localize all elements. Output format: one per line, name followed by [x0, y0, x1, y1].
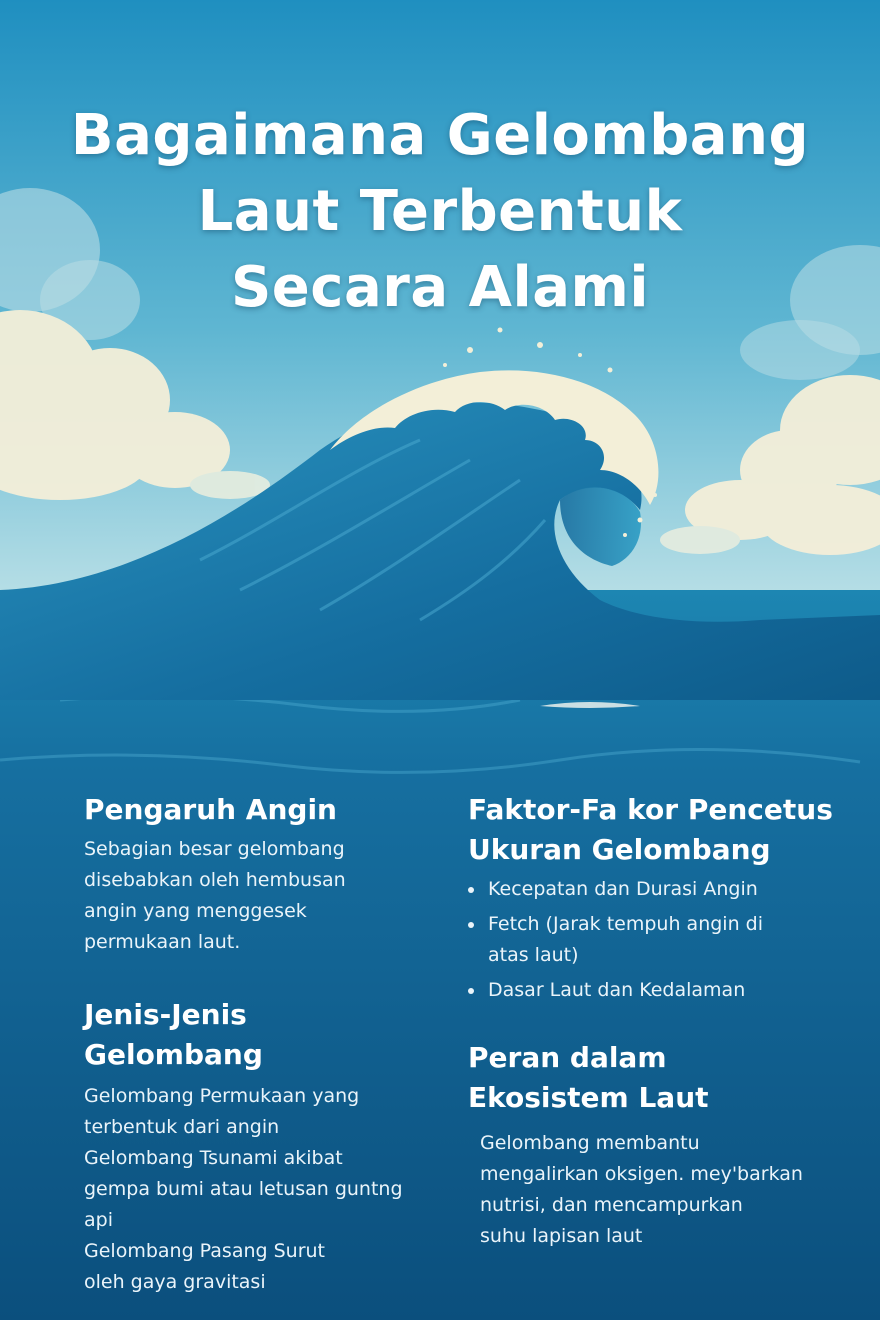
- text-line: angin yang menggesek: [84, 900, 307, 922]
- text-line: gempa bumi atau letusan guntng: [84, 1178, 403, 1200]
- section-heading: [468, 1038, 858, 1118]
- text-line: permukaan laut.: [84, 931, 241, 953]
- heading-line: Ekosistem Laut: [468, 1081, 709, 1114]
- text-line: atas laut): [488, 944, 579, 966]
- text-line: suhu lapisan laut: [480, 1225, 643, 1247]
- section-pengaruh-angin: [84, 790, 424, 958]
- section-faktor-pencetus: [468, 790, 848, 1010]
- text-line: Gelombang Pasang Surut: [84, 1240, 326, 1262]
- text-line: Gelombang Permukaan yang: [84, 1085, 360, 1107]
- text-line: Gelombang membantu: [480, 1132, 700, 1154]
- bullet-icon: [468, 988, 474, 994]
- bullet-icon: [468, 922, 474, 928]
- text-line: oleh gaya gravitasi: [84, 1271, 266, 1293]
- section-peran-ekosistem: [468, 1038, 858, 1252]
- heading-line: Ukuran Gelombang: [468, 833, 771, 866]
- text-line: Sebagian besar gelombang: [84, 838, 345, 860]
- section-body: [84, 834, 424, 958]
- list-item: [468, 909, 848, 971]
- text-line: terbentuk dari angin: [84, 1116, 280, 1138]
- heading-line: Peran dalam: [468, 1041, 667, 1074]
- page-title: [40, 98, 840, 326]
- list-item: [84, 1236, 434, 1298]
- section-body: [84, 1081, 434, 1298]
- section-jenis-gelombang: [84, 995, 434, 1298]
- text-line: Dasar Laut dan Kedalaman: [488, 979, 746, 1001]
- title-line-3: Secara Alami: [230, 254, 650, 320]
- list-item: [468, 975, 848, 1006]
- section-body: [468, 1128, 858, 1252]
- section-heading: Pengaruh Angin: [84, 793, 337, 826]
- list-item: [84, 1143, 434, 1236]
- section-heading: Jenis-Jenis Gelombang: [84, 998, 263, 1071]
- text-line: Kecepatan dan Durasi Angin: [488, 878, 758, 900]
- bullet-list: [468, 874, 848, 1006]
- text-line: disebabkan oleh hembusan: [84, 869, 346, 891]
- text-line: api: [84, 1209, 113, 1231]
- text-line: Fetch (Jarak tempuh angin di: [488, 913, 763, 935]
- list-item: [84, 1081, 434, 1143]
- bullet-icon: [468, 887, 474, 893]
- text-line: nutrisi, dan mencampurkan: [480, 1194, 743, 1216]
- text-line: Gelombang Tsunami akibat: [84, 1147, 343, 1169]
- text-line: mengalirkan oksigen. mey'barkan: [480, 1163, 803, 1185]
- list-item: [468, 874, 848, 905]
- title-line-1: Bagaimana Gelombang: [70, 102, 810, 168]
- section-heading: [468, 790, 848, 870]
- title-line-2: Laut Terbentuk: [197, 178, 683, 244]
- heading-line: Faktor-Fa kor Pencetus: [468, 793, 833, 826]
